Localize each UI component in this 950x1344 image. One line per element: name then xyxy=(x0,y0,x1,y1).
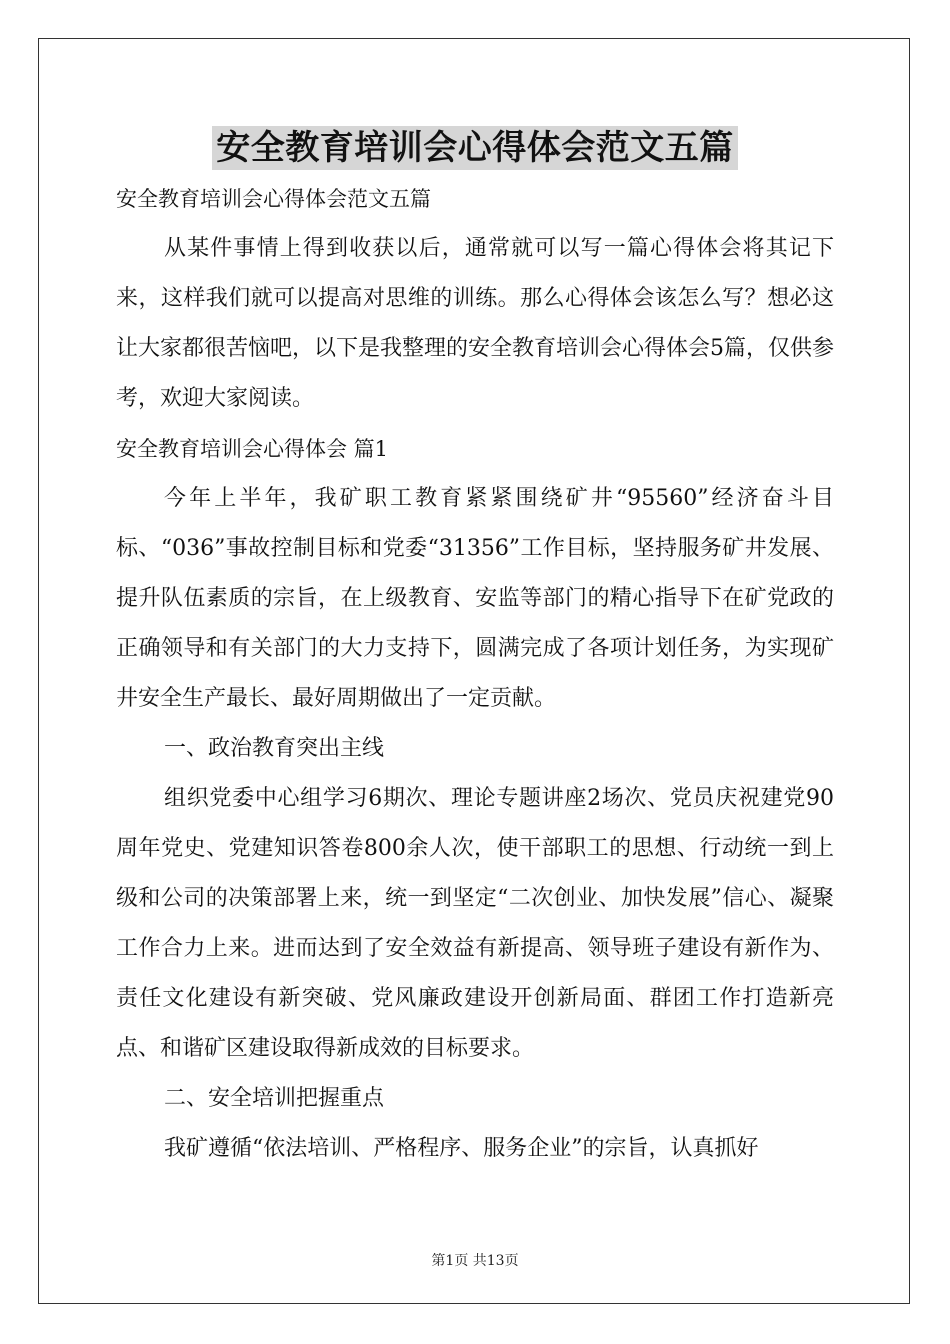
body-paragraph: 组织党委中心组学习6期次、理论专题讲座2场次、党员庆祝建党90周年党史、党建知识答卷800余人次，使干部职工的思想、行动统一到上级和公司的决策部署上来，统一到坚定“二次创业、加快发展”信心、凝聚工作合力上来。进而达到了安全效益有新提高、领导班子建设有新作为、责任文化建设有新突破、党风廉政建设开创新局面、群团工作打造新亮点、和谐矿区建设取得新成效的目标要求。 xyxy=(116,786,834,1061)
intro-paragraph: 从某件事情上得到收获以后，通常就可以写一篇心得体会将其记下来，这样我们就可以提高对思维的训练。那么心得体会该怎么写？想必这让大家都很苦恼吧，以下是我整理的安全教育培训会心得体会5篇，仅供参考，欢迎大家阅读。 xyxy=(116,236,834,411)
title-container xyxy=(0,126,950,170)
document-subtitle: 安全教育培训会心得体会范文五篇 xyxy=(116,187,431,211)
document-title: 安全教育培训会心得体会范文五篇 xyxy=(212,126,738,170)
subsection-heading: 二、安全培训把握重点 xyxy=(164,1086,385,1111)
subsection-heading: 一、政治教育突出主线 xyxy=(164,736,385,761)
section-heading: 安全教育培训会心得体会 篇1 xyxy=(116,437,389,461)
page-footer: 第1页 共13页 xyxy=(431,1253,519,1269)
body-paragraph: 我矿遵循“依法培训、严格程序、服务企业”的宗旨，认真抓好 xyxy=(164,1136,759,1161)
body-paragraph: 今年上半年，我矿职工教育紧紧围绕矿井“95560”经济奋斗目标、“036”事故控制目标和党委“31356”工作目标，坚持服务矿井发展、提升队伍素质的宗旨，在上级教育、安监等部门的精心指导下在矿党政的正确领导和有关部门的大力支持下，圆满完成了各项计划任务，为实现矿井安全生产最长、最好周期做出了一定贡献。 xyxy=(116,486,834,711)
document-body xyxy=(116,180,834,1174)
